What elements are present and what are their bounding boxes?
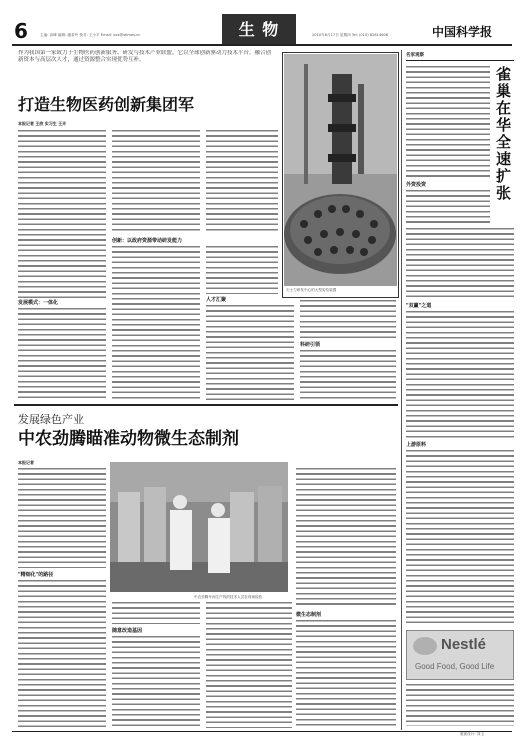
factory-workers-image xyxy=(110,462,288,592)
lead-subhead-3: 人才汇聚 xyxy=(206,297,227,303)
lead-col3-text-b xyxy=(206,246,278,294)
sidebar-full-text-c xyxy=(406,450,514,625)
sidebar-subhead-3: 上游原料 xyxy=(406,442,427,448)
second-kicker: 发展绿色产业 xyxy=(18,413,84,426)
sidebar-bottom-text xyxy=(406,684,514,726)
second-subhead-3: 微生态制剂 xyxy=(296,612,322,618)
header-date: 2010年6月17日 星期四 Tel: (010) 82614606 xyxy=(312,33,389,37)
lead-subhead-4: 科研引领 xyxy=(300,342,321,348)
nestle-logo-icon xyxy=(413,637,437,655)
lead-subhead-2: 创新：以政府资源带动研发能力 xyxy=(112,238,183,244)
lead-subhead-1: 发展模式：一体化 xyxy=(18,300,59,306)
lead-col4-text-a xyxy=(300,300,396,338)
lead-col2-text-a xyxy=(112,130,200,234)
lead-headline: 打造生物医药创新集团军 xyxy=(18,95,195,114)
second-col1-text-b xyxy=(18,580,106,728)
sidebar-col-text-a xyxy=(406,66,490,178)
lab-equipment-image xyxy=(284,54,397,286)
second-photo-caption: 中农劲腾车间生产线的技术人员在现场检验 xyxy=(194,595,263,599)
second-col3-text xyxy=(206,602,292,728)
lead-intro: 作为我国第一家致力于生物医药创新服务、研发与技术产业联盟，它以全球创新驱动力技术平台，融合创新资本与高层次人才，通过资源整合实现优势互补。 xyxy=(18,50,272,64)
lead-col2-text-b xyxy=(112,246,200,400)
sidebar-kicker: 名家观察 xyxy=(406,53,424,58)
footer-rule xyxy=(12,731,512,732)
footer-editor: 版面设计: 刘玉 xyxy=(460,732,484,736)
section-title: 生 物 xyxy=(238,20,280,39)
lead-photo xyxy=(284,54,397,286)
story-divider xyxy=(14,404,398,406)
second-col4-text-a xyxy=(296,468,396,608)
second-subhead-1: "精细化"的路径 xyxy=(18,572,54,578)
lead-col3-text-c xyxy=(206,305,294,400)
second-col4-text-b xyxy=(296,620,396,728)
sidebar-col-text-b xyxy=(406,190,490,226)
lead-photo-caption: 天士力研发中心的大型实验装置 xyxy=(286,288,337,292)
header-info: 主编: 高峰 编辑: 潘希玲 校对: 王小平 Email: xxx@stimes.cn xyxy=(40,33,141,37)
sidebar-full-text-b xyxy=(406,311,514,439)
sidebar-subhead-1: 外资投资 xyxy=(406,182,427,188)
paper-name: 中国科学报 xyxy=(432,25,493,39)
lead-col1-text-a xyxy=(18,130,106,298)
ad-brand: Nestlé xyxy=(441,636,487,653)
lead-col3-text-a xyxy=(206,130,278,234)
sidebar-kicker-rule xyxy=(406,60,514,61)
sidebar-subhead-2: "双赢"之道 xyxy=(406,303,432,309)
header-rule xyxy=(12,44,512,46)
lead-col4-text-b xyxy=(300,350,396,400)
second-byline: 本报记者 xyxy=(18,460,34,465)
lead-col1-text-b xyxy=(18,308,106,400)
sidebar-headline: 雀巢在华全速扩张 xyxy=(496,65,512,202)
section-title-block xyxy=(222,14,296,45)
second-col2-text-b xyxy=(112,636,200,728)
lead-byline: 本报记者 王欣 实习生 王卉 xyxy=(18,121,67,126)
second-subhead-2: 随意改造基因 xyxy=(112,628,143,634)
ad-slogan: Good Food, Good Life xyxy=(415,662,495,671)
second-col1-text-a xyxy=(18,468,106,568)
nestle-ad xyxy=(406,630,514,680)
sidebar-divider xyxy=(401,50,402,730)
second-headline: 中农劲腾瞄准动物微生态制剂 xyxy=(18,429,239,449)
page-number: 6 xyxy=(14,19,28,43)
second-photo xyxy=(110,462,288,592)
second-col2-text-a xyxy=(112,602,200,624)
sidebar-full-text-a xyxy=(406,228,514,300)
